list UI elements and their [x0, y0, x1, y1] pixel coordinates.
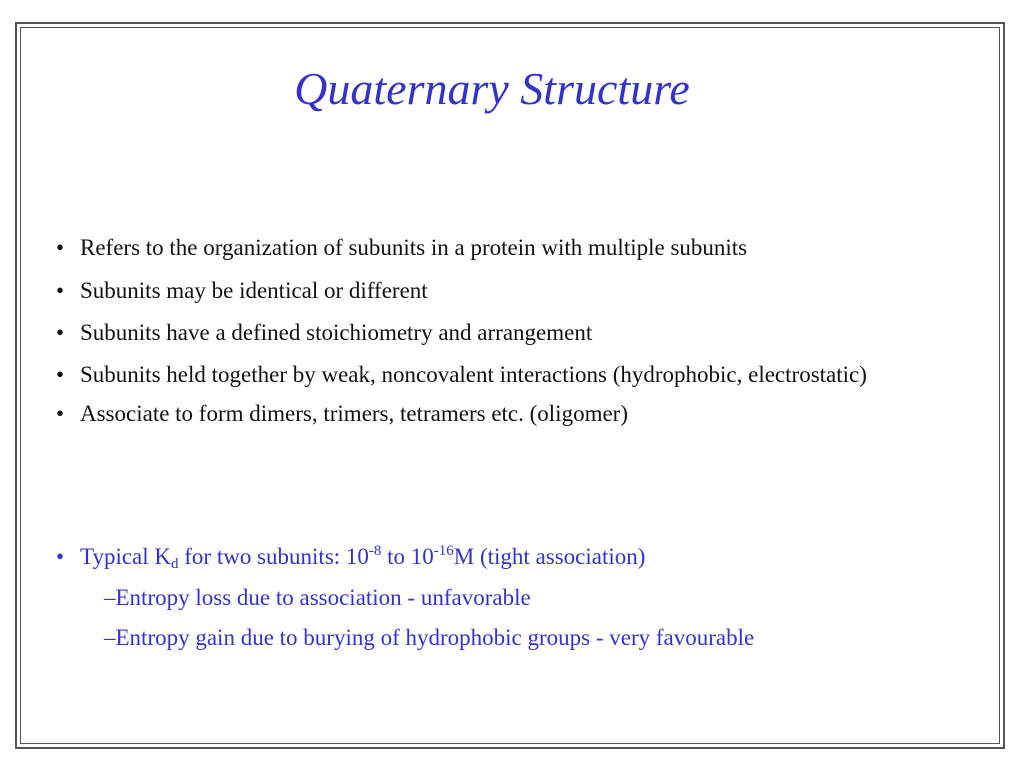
bullet-text: Subunits have a defined stoichiometry and arrangement	[80, 320, 593, 345]
kd-exponent-2: -16	[433, 543, 454, 559]
kd-bullet	[56, 540, 956, 575]
kd-prefix: Typical K	[80, 544, 172, 569]
bullet-marker: •	[56, 320, 65, 345]
bullet-item	[56, 231, 936, 266]
sub-item: –Entropy gain due to burying of hydrophobic groups - very favourable	[104, 625, 755, 650]
bullet-marker: •	[56, 235, 65, 260]
kd-suffix: M (tight association)	[453, 544, 646, 569]
kd-to: to 10	[381, 544, 434, 569]
kd-exponent-1: -8	[368, 543, 382, 559]
bullet-marker: •	[56, 544, 65, 569]
kd-section	[56, 540, 956, 656]
bullet-item	[56, 316, 936, 351]
bullet-item	[56, 397, 936, 432]
slide-title: Quaternary Structure	[294, 63, 690, 114]
bullet-marker: •	[56, 277, 65, 303]
bullet-marker: •	[56, 361, 65, 387]
bullet-item	[56, 359, 936, 391]
bullet-list	[56, 231, 936, 439]
kd-mid: for two subunits: 10	[178, 544, 369, 569]
bullet-item	[56, 274, 936, 309]
bullet-text: Refers to the organization of subunits in a protein with multiple subunits	[80, 235, 748, 260]
bullet-text: Subunits may be identical or different	[80, 277, 428, 303]
bullet-marker: •	[56, 400, 65, 426]
sub-item: –Entropy loss due to association - unfavorable	[104, 584, 531, 610]
kd-subscript: d	[171, 556, 179, 572]
bullet-text: Associate to form dimers, trimers, tetramers etc. (oligomer)	[80, 400, 628, 426]
bullet-text: Subunits held together by weak, noncovalent interactions (hydrophobic, electrostatic)	[80, 361, 867, 387]
